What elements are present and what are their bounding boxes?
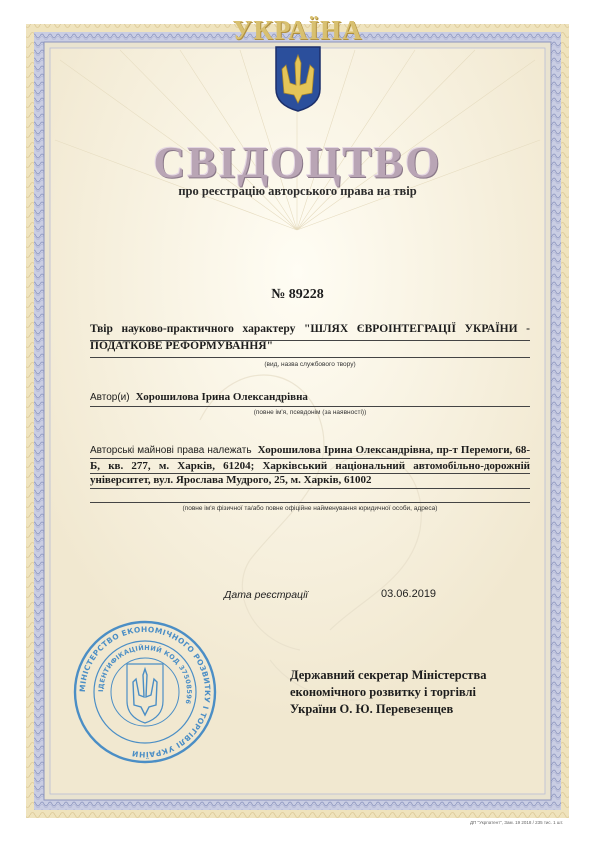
rights-value: Хорошилова Ірина Олександрівна, пр-т Перемоги, 68-Б, кв. 277, м. Харків, 61204; Харківський національний автомобільно-дорожній університет, вул. Ярослава Мудрого, 25, м. Харків, 61002	[90, 444, 531, 487]
author-value: Хорошилова Ірина Олександрівна	[135, 391, 308, 403]
registration-date-label: Дата реєстрації	[224, 589, 308, 601]
work-underline-1	[90, 340, 530, 341]
certificate-subtitle: про реєстрацію авторського права на твір	[178, 184, 417, 198]
rights-underline-1	[90, 458, 530, 459]
certificate-title: СВІДОЦТВО	[153, 138, 442, 187]
rights-underline-2	[90, 473, 530, 474]
signatory-block	[290, 667, 550, 718]
author-label: Автор(и)	[90, 392, 130, 403]
print-footer: ДП "Укрпатент", Зам. 19 2018 / 235 тис. 1 шт.	[470, 820, 564, 825]
author-row	[90, 391, 530, 403]
rights-label: Авторські майнові права належать	[90, 445, 252, 456]
rights-holder	[90, 443, 530, 488]
trident-emblem-icon	[272, 45, 324, 113]
rights-hint: (повне ім'я фізичної та/або повне офіційне найменування юридичної особи, адреса)	[182, 505, 438, 512]
rights-underline-3	[90, 488, 530, 489]
signatory-line-1: Державний секретар Міністерства	[290, 668, 487, 682]
certificate-number: № 89228	[271, 287, 324, 302]
registration-date: 03.06.2019	[381, 588, 437, 600]
rights-underline-4	[90, 502, 530, 503]
signatory-line-3: України О. Ю. Перевезенцев	[290, 702, 454, 716]
country-heading: УКРАЇНА	[232, 15, 363, 45]
stamp-outer-text: МІНІСТЕРСТВО ЕКОНОМІЧНОГО РОЗВИТКУ І ТОРГІВЛІ УКРАЇНИ	[77, 624, 213, 760]
work-description: Твір науково-практичного характеру "ШЛЯХ ЄВРОІНТЕГРАЦІЇ УКРАЇНИ - ПОДАТКОВЕ РЕФОРМУВАННЯ"	[90, 323, 530, 352]
author-underline	[90, 406, 530, 407]
stamp-inner-text: ІДЕНТИФІКАЦІЙНИЙ КОД 37508596	[96, 643, 194, 706]
work-underline-2	[90, 357, 530, 358]
author-hint: (повне ім'я, псевдонім (за наявності))	[253, 409, 367, 416]
signatory-line-2: економічного розвитку і торгівлі	[290, 685, 476, 699]
official-stamp-icon	[70, 617, 220, 767]
work-hint: (вид, назва службового твору)	[264, 361, 356, 368]
